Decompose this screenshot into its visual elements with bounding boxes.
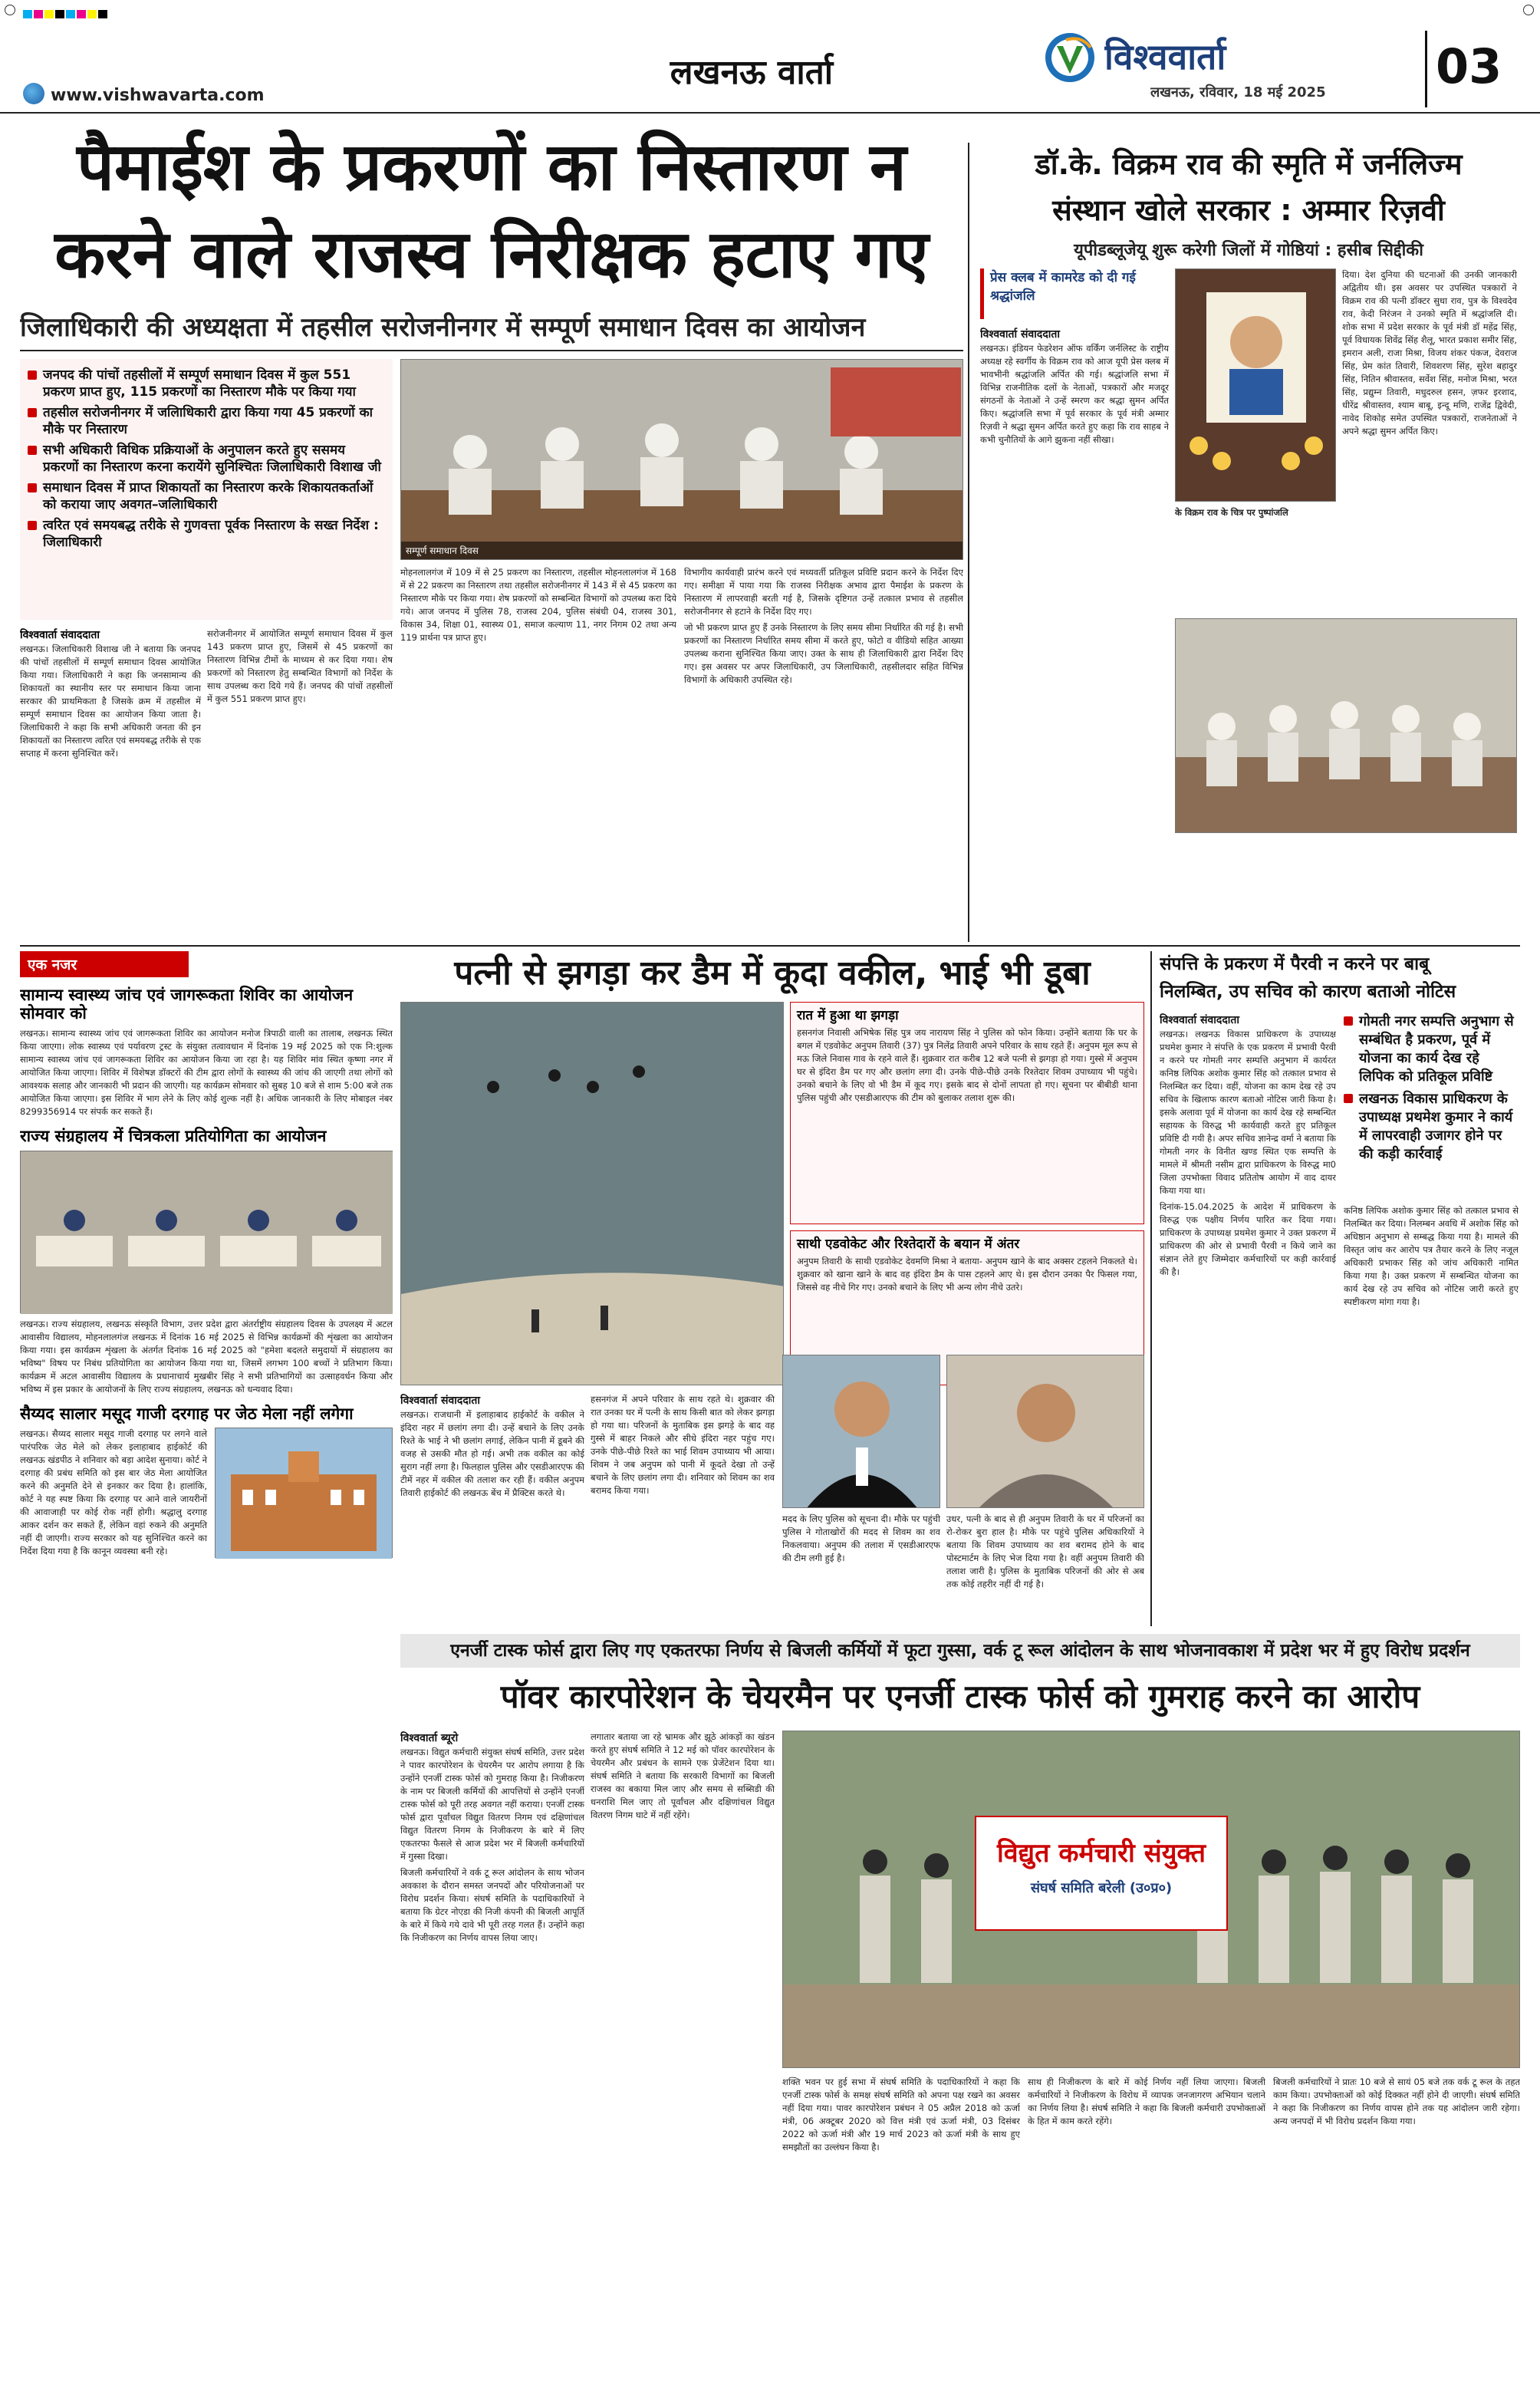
property-bullet: गोमती नगर सम्पत्ति अनुभाग से सम्बंधित है प्रकरण, पूर्व में योजना का कार्य देख रहे लिपिक को प्रतिकूल प्रविष्टि: [1344, 1013, 1519, 1086]
ek-nazar-item1-body: लखनऊ। सामान्य स्वास्थ्य जांच एवं जागरूकता शिविर का आयोजन मनोज त्रिपाठी वाली का तालाब, लखनऊ स्थित किया जाएगा। लोक स्वास्थ्य एवं पर्यावरण ट्रस्ट के संयुक्त तत्वावधान में दिनांक 19 मई 2025 को एक नि:शुल्क सामान्य स्वास्थ्य जांच एवं जागरूकता शिविर का आयोजन किया जा रहा है। यह शिविर मांव स्थित कृष्णा नगर में आयोजित किया जाएगा। शिविर में विशेषज्ञ डॉक्टरों की टीम द्वारा लोगों के स्वास्थ्य की जांच की जाएगी तथा लोगों को आवश्यक सलाह और जानकारी भी प्रदान की जाएगी। यह कार्यक्रम सोमवार को सुबह 10 बजे से शाम 5:00 बजे तक आयोजित किया जाएगा। इस शिविर में भाग लेने के लिए कोई शुल्क नहीं है। अधिक जानकारी के लिए मोबाइल नंबर 8299356914 पर संपर्क कर सकते हैं।: [20, 1028, 393, 1118]
property-story-box: [1150, 951, 1520, 1626]
lead-subhead-rule: [20, 350, 963, 351]
power-column-5: बिजली कर्मचारियों ने प्रातः 10 बजे से सायं 05 बजे तक वर्क टू रूल के तहत काम किया। उपभोक्ताओं को कोई दिक्कत नहीं होने दी जाएगी। संघर्ष समिति ने कहा कि निजीकरण का निर्णय वापस होने तक यह आंदोलन जारी रहेगा। अन्य जनपदों में भी विरोध प्रदर्शन किया गया।: [1273, 2077, 1520, 2126]
energy-banner: एनर्जी टास्क फोर्स द्वारा लिए गए एकतरफा निर्णय से बिजली कर्मियों में फूटा गुस्सा, वर्क टू रूल आंदोलन के साथ भोजनावकाश में प्रदेश भर में हुए विरोध प्रदर्शन: [400, 1634, 1520, 1668]
bullet-icon: [28, 371, 37, 380]
lead-column-1: लखनऊ। जिलाधिकारी विशाख जी ने बताया कि जनपद की पांचों तहसीलों में सम्पूर्ण समाधान दिवस आयोजित किया गया। जिलाधिकारी ने कहा कि जनसामान्य की शिकायतों का स्थानीय स्तर पर समाधान किया जाना सरकार की प्राथमिकता है जिसके क्रम में तहसील में सम्पूर्ण समाधान दिवस का आयोजन किया जाता है। जिलाधिकारी ने कहा कि सभी अधिकारी जनता की इन शिकायतों का निस्तारण त्वरित एवं समयबद्ध तरीके से एक सप्ताह में करना सुनिश्चित करें।: [20, 644, 201, 759]
lead-bullet: समाधान दिवस में प्राप्त शिकायतों का निस्तारण करके शिकायतकर्ताओं को कराया जाए अवगत–जलिाधिकारी: [28, 479, 385, 513]
paper-name: विश्ववार्ता: [1104, 36, 1226, 77]
ek-nazar-title: एक नजर: [20, 951, 189, 977]
bullet-icon: [1344, 1094, 1353, 1103]
globe-icon: [23, 83, 44, 104]
masthead: [0, 0, 1540, 114]
lead-column-4: मोहनलालगंज में 109 में से 25 प्रकरण का निस्तारण, तहसील मोहनलालगंज में 168 में से 22 प्रकरण का निस्तारण तथा तहसील सरोजनीनगर में 143 में से 45 प्रकरण का निस्तारण मौके पर किया गया। शेष प्रकरणों को सम्बन्धित विभागों को उपलब्ध करा दिये गये। आज जनपद में पुलिस 78, राजस्व 204, पुलिस संबंधी 04, राजस्व 301, विकास 34, शिक्षा 01, स्वास्थ्य 01, समाज कल्याण 11, नगर निगम 02 तथा अन्य 119 प्रार्थना पत्र प्राप्त हुए।: [400, 567, 676, 643]
color-strip-left: [23, 8, 222, 18]
lead-photo-caption: सम्पूर्ण समाधान दिवस: [401, 542, 962, 559]
lead-bullet: त्वरित एवं समयबद्ध तरीके से गुणवत्ता पूर्वक निस्तारण के सख्त निर्देश : जिलाधिकारी: [28, 517, 385, 551]
ek-nazar-item3-body: लखनऊ। सैय्यद सालार मसूद गाजी दरगाह पर लगने वाले पारंपरिक जेठ मेले को लेकर इलाहाबाद हाईकोर्ट की लखनऊ खंडपीठ ने शनिवार को बड़ा आदेश सुनाया। कोर्ट ने दरगाह की प्रबंध समिति को इस बार जेठ मेला आयोजित करने की अनुमति देने से इनकार कर दिया है। हालांकि, कोर्ट ने यह स्पष्ट किया कि दरगाह पर आने वाले जायरीनों की आवाजाही पर कोई रोक नहीं होगी। श्रद्धालु दरगाह आकर दर्शन कर सकते हैं, लेकिन वहां रुकने की अनुमति नहीं दी जाएगी। राज्य सरकार को यह सुनिश्चित करने का निर्देश दिया गया है कि कानून व्यवस्था बनी रहे।: [20, 1428, 207, 1557]
ek-nazar-box: [20, 951, 393, 2393]
property-column-1: लखनऊ। लखनऊ विकास प्राधिकरण के उपाध्यक्ष प्रथमेश कुमार ने संपत्ति के एक प्रकरण में प्रभावी पैरवी न करने पर गोमती नगर सम्पत्ति अनुभाग में कार्यरत कनिष्ठ लिपिक अशोक कुमार सिंह को तत्काल प्रभाव से निलम्बित कर दिया। वहीं, योजना का काम देख रहे उप सचिव के खिलाफ कारण बताओ नोटिस जारी किया है। इसके अलावा पूर्व में योजना का कार्य देख रहे सम्बन्धित सहायक के विरुद्ध भी कार्यवाही करते हुए प्रतिकूल प्रविष्टि दी गयी है। अपर सचिव ज्ञानेन्द्र वर्मा ने बताया कि गोमती नगर के विनीत खण्ड स्थित एक सम्पत्ति के मामले में श्रीमती नसीम द्वारा प्राधिकरण के विरुद्ध मा0 जिला उपभोक्ता विवाद प्रतितोष आयोग में वाद दायर किया गया था। दिनांक-15.04.2025 के आदेश में प्राधिकरण के विरुद्ध एक पक्षीय निर्णय पारित कर दिया गया। प्राधिकरण के उपाध्यक्ष प्रथमेश कुमार ने उक्त प्रकरण में प्राधिकरण की ओर से प्रभावी पैरवी न किये जाने का संज्ञान लेते हुए जिम्मेदार कर्मचारियों पर कड़ी कार्रवाई की है।: [1160, 1029, 1336, 1277]
power-column-1: लखनऊ। विद्युत कर्मचारी संयुक्त संघर्ष समिति, उत्तर प्रदेश ने पावर कारपोरेशन के चेयरमैन पर आरोप लगाया है कि उन्होंने एनर्जी टास्क फोर्स को गुमराह किया है। निजीकरण के नाम पर बिजली कर्मियों की आपत्तियों से उन्होंने एनर्जी टास्क फोर्स को पूरी तरह अवगत नहीं कराया। एनर्जी टास्क फोर्स द्वारा पूर्वांचल विद्युत वितरण निगम एवं दक्षिणांचल विद्युत वितरण निगम के निजीकरण के बारे में लिए एकतरफा फैसले से आज प्रदेश भर में बिजली कर्मचारियों में गुस्सा दिखा। बिजली कर्मचारियों ने वर्क टू रूल आंदोलन के साथ भोजन अवकाश के दौरान समस्त जनपदों और परियोजनाओं पर विरोध प्रदर्शन किया। संघर्ष समिति के पदाधिकारियों ने बताया कि ग्रेटर नोएडा की निजी कंपनी की बिजली आपूर्ति के बारे में किये गये दावे भी पूरी तरह गलत हैं। उन्होंने कहा कि निजीकरण का निर्णय वापस लिया जाए।: [400, 1747, 584, 1943]
rao-headline-2: संस्थान खोले सरकार : अम्मार रिज़वी: [1052, 193, 1445, 227]
ek-nazar-item1-head: सामान्य स्वास्थ्य जांच एवं जागरूकता शिविर का आयोजन सोमवार को: [20, 986, 354, 1023]
protest-banner: [975, 1816, 1228, 1931]
power-headline: पॉवर कारपोरेशन के चेयरमैन पर एनर्जी टास्क फोर्स को गुमराह करने का आरोप: [500, 1678, 1420, 1715]
property-byline: विश्ववार्ता संवाददाता: [1160, 1014, 1240, 1026]
lead-column-2: सरोजनीनगर में आयोजित सम्पूर्ण समाधान दिवस में कुल 143 प्रकरण प्राप्त हुए, जिसमें से 45 प्रकरणों का निस्तारण विभिन्न टीमों के माध्यम से कर दिया गया। शेष प्रकरणों को निस्तारण हेतु सम्बन्धित विभागों को निर्देश के साथ उपलब्ध करा दिये गये हैं। जनपद की पांचों तहसीलों में कुल 551 प्रकरण प्राप्त हुए।: [207, 628, 393, 704]
property-headline-2: निलम्बित, उप सचिव को कारण बताओ नोटिस: [1160, 982, 1456, 1002]
drown-brother-photo: [946, 1355, 1144, 1508]
protest-banner-line-2: संघर्ष समिति बरेली (उ०प्र०): [1030, 1880, 1173, 1896]
classroom-art: [21, 1151, 393, 1314]
drown-column-2: हसनगंज में अपने परिवार के साथ रहते थे। शुक्रवार की रात उनका घर में पत्नी के साथ किसी बात को लेकर झगड़ा हो गया था। परिजनों के मुताबिक इस झगड़े के बाद वह गुस्से में बाहर निकले और सीधे इंदिरा नहर पहुंच गए। उनके पीछे-पीछे रिश्ते का भाई शिवम उपाध्याय भी आया। शिवम ने जब अनुपम को पानी में कूदते देखा तो उन्हें बचाने के लिए छलांग लगा दी। शनिवार को शिवम का शव बरामद किया गया।: [591, 1394, 775, 1496]
bullet-icon: [28, 408, 37, 417]
meeting-photo-art: [401, 360, 963, 560]
power-protest-photo: [782, 1731, 1520, 2068]
section-rule-1: [20, 945, 1520, 947]
drown-box-1: [790, 1002, 1144, 1224]
masthead-rule: [0, 112, 1540, 114]
bullet-icon: [28, 521, 37, 530]
brother-portrait-art: [947, 1355, 1144, 1508]
ek-nazar-item3-head: सैय्यद सालार मसूद गाजी दरगाह पर जेठ मेला नहीं लगेगा: [20, 1404, 354, 1423]
rao-headline-1: डॉ.के. विक्रम राव की स्मृति में जर्नलिज्म: [1035, 147, 1463, 181]
lead-bullet: तहसील सरोजनीनगर में जलिाधिकारी द्वारा किया गया 45 प्रकरणों का मौके पर निस्तारण: [28, 404, 385, 438]
property-bullet-box: [1344, 1013, 1519, 1197]
drown-column-1: लखनऊ। राजधानी में इलाहाबाद हाईकोर्ट के वकील ने इंदिरा नहर में छलांग लगा दी। उन्हें बचाने के लिए उनके रिश्ते के भाई ने भी छलांग लगाई, लेकिन पानी में डूबने की वजह से उसकी मौत हो गई। अभी तक वकील का कोई सुराग नहीं लगा है। फिलहाल पुलिस और एसडीआरएफ की टीमें नहर में वकील की तलाश कर रही हैं। वकील अनुपम तिवारी हाईकोर्ट की लखनऊ बेंच में प्रैक्टिस करते थे।: [400, 1409, 584, 1498]
bullet-icon: [28, 483, 37, 492]
lead-bullet-box: [20, 359, 393, 620]
ek-nazar-court-photo: [215, 1428, 393, 1558]
rao-portrait-photo: [1175, 268, 1336, 502]
page-divider: [1425, 31, 1427, 107]
drown-column-4: उधर, पत्नी के बाद से ही अनुपम तिवारी के घर में परिजनों का रो-रोकर बुरा हाल है। मौके पर पहुंचे पुलिस अधिकारियों ने बताया कि शिवम उपाध्याय का शव बरामद होने के बाद पोस्टमार्टम के लिए भेज दिया गया है। वहीं अनुपम तिवारी की तलाश जारी है। पुलिस के मुताबिक परिजनों की ओर से अब तक कोई तहरीर नहीं दी गई है।: [946, 1513, 1144, 1589]
drown-headline: पत्नी से झगड़ा कर डैम में कूदा वकील, भाई भी डूबा: [454, 953, 1091, 993]
rao-caption-text: के विक्रम राव के चित्र पर पुष्पांजलि: [1175, 507, 1288, 518]
page-number: 03: [1436, 38, 1502, 94]
section-title: लखनऊ वार्ता: [670, 53, 834, 92]
website-link[interactable]: www.vishwavarta.com: [51, 86, 265, 105]
drown-box-1-body: हसनगंज निवासी अभिषेक सिंह पुत्र जय नारायण सिंह ने पुलिस को फोन किया। उन्होंने बताया कि घर के बगल में एडवोकेट अनुपम तिवारी (37) पुत्र निलेंद्र तिवारी अपने परिवार के साथ रहते हैं। अनुपम मूल रूप से मऊ जिले निवास गाव के रहने वाले हैं। शुक्रवार रात करीब 12 बजे पत्नी से झगड़ा हो गया। गुस्से में अनुपम घर से इंदिरा डैम पर गए और छलांग लगा दी। उनके पीछे-पीछे उनके रिश्तेदार शिवम उपाध्याय भी पहुंचे। उनको बचाने के लिए वो भी डैम में कूद गए। इसके बाद से दोनों लापता हो गए। सूचना पर बीबीडी थाना पुलिस पहुंची और एसडीआरएफ की टीम को बुलाकर तलाश शुरू की।: [797, 1027, 1137, 1104]
lead-bullet: सभी अधिकारी विधिक प्रक्रियाओं के अनुपालन करते हुए ससमय प्रकरणों का निस्तारण करना करायेंगे सुनिश्चितः जिलाधिकारी विशाख जी: [28, 442, 385, 476]
drown-box-2-body: अनुपम तिवारी के साथी एडवोकेट देवमणि मिश्रा ने बताया- अनुपम खाने के बाद अक्सर टहलने निकलते थे। शुक्रवार को खाना खाने के बाद वह इंदिरा डैम के पास टहलने आए थे। इस दौरान उनका पैर फिसल गया, जिससे वह नीचे गिर गए। उनको बचाने के लिए भी अन्य लोग नीचे उतरे।: [797, 1256, 1137, 1293]
ek-nazar-item2-body: लखनऊ। राज्य संग्रहालय, लखनऊ संस्कृति विभाग, उत्तर प्रदेश द्वारा अंतर्राष्ट्रीय संग्रहालय दिवस के उपलक्ष्य में अटल आवासीय विद्यालय, मोहनलालगंज लखनऊ में दिनांक 16 मई 2025 से विभिन्न कार्यक्रमों की शृंखला का आयोजन किया गया। इस कार्यक्रम शृंखला के अंतर्गत दिनांक 16 मई 2025 को "हमेशा बदलते समुदायों में संग्रहालय का भविष्य" विषय पर निबंध प्रतियोगिता का आयोजन किया गया था, जिसमें लगभग 100 बच्चों ने प्रतिभाग किया। कार्यक्रम में अटल आवासीय विद्यालय के प्रधानाचार्य मुखबीर सिंह ने सभी प्रतिभागियों का उत्साहवर्धन किया और भविष्य में इस प्रकार के आयोजनों के लिए राज्य संग्रहालय, लखनऊ को धन्यवाद दिया।: [20, 1318, 393, 1395]
rao-label: प्रेस क्लब में कामरेड को दी गई श्रद्धांजलि: [980, 268, 1169, 319]
ek-nazar-painting-photo: [20, 1151, 393, 1313]
lead-subhead: जिलाधिकारी की अध्यक्षता में तहसील सरोजनीनगर में सम्पूर्ण समाधान दिवस का आयोजन: [20, 312, 866, 343]
rao-column-2: दिया। देश दुनिया की घटनाओं की उनकी जानकारी अद्वितीय थी। इस अवसर पर उपस्थित पत्रकारों ने विक्रम राव की पत्नी डॉक्टर सुधा राव, पुत्र के विश्वदेव राव, केदी निरंजन ने उनको स्मृति में श्रद्धांजलि दी। शोक सभा में प्रदेश सरकार के पूर्व मंत्री डॉ महेंद्र सिंह, पूर्व विधायक शिवेंद्र सिंह शैलू, भारत प्रकाश समीर सिंह, इमरान अली, राजा मिश्रा, विजय शंकर पंकज, देवराज सिंह, प्रेम कांत तिवारी, शिवशरण सिंह, सुरेश बहादुर सिंह, नितिन श्रीवास्तव, सर्वेश सिंह, मनोज मिश्रा, भरत सिंह, प्रद्युम्न तिवारी, मधुदरुल हसन, ज़फर इरशाद, धीरेंद्र श्रीवास्तव, श्याम बाबू, इन्दू मणि, राजेंद्र द्विवेदी, नावेद शिकोह समेत उपस्थित पत्रकारों, राजनेताओं ने अपने श्रद्धा सुमन अर्पित किए।: [1342, 269, 1517, 436]
power-column-3: शक्ति भवन पर हुई सभा में संघर्ष समिति के पदाधिकारियों ने कहा कि एनर्जी टास्क फोर्स के समक्ष संघर्ष समिति को अपना पक्ष रखने का अवसर नहीं दिया गया। पावर कारपोरेशन प्रबंधन ने 05 अप्रैल 2018 को ऊर्जा मंत्री, 06 अक्टूबर 2020 को वित्त मंत्री एवं ऊर्जा मंत्री, 03 दिसंबर 2022 को ऊर्जा मंत्री और 19 मार्च 2023 को ऊर्जा मंत्री के साथ हुए समझौतों का उल्लंघन किया है।: [782, 2077, 1020, 2152]
lead-column-5: विभागीय कार्यवाही प्रारंभ करने एवं मध्यवर्ती प्रतिकूल प्रविष्टि प्रदान करने के निर्देश दिए गए। समीक्षा में पाया गया कि राजस्व निरीक्षक अभाव द्वारा पैमाईश के प्रकरण के निस्तारण में लापरवाही बरती गई है, जिसके दृष्टिगत उन्हें तत्काल प्रभाव से तहसील सरोजनीनगर से हटाने के निर्देश दिए गए। जो भी प्रकरण प्राप्त हुए हैं उनके निस्तारण के लिए समय सीमा निर्धारित की गई है। सभी प्रकरणों का निस्तारण निर्धारित समय सीमा में करते हुए, फोटो व वीडियो सहित आख्या उपलब्ध कराना सुनिश्चित किया जाए। उक्त के साथ ही जिलाधिकारी द्वारा निर्देश दिए गए। इस अवसर पर अपर जिलाधिकारी, उप जिलाधिकारी, तहसीलदार सहित विभिन्न विभागों के अधिकारी उपस्थित रहे।: [684, 567, 963, 685]
property-column-2: कनिष्ठ लिपिक अशोक कुमार सिंह को तत्काल प्रभाव से निलम्बित कर दिया। निलम्बन अवधि में अशोक सिंह को अधिष्ठान अनुभाग से सम्बद्ध किया गया है। मामले की विस्तृत जांच कर आरोप पत्र तैयार करने के लिए नजूल अधिकारी प्रभाकर सिंह को जांच अधिकारी नामित किया गया है। उक्त प्रकरण में सम्बन्धित योजना का कार्य देख रहे उप सचिव को नोटिस जारी करते हुए स्पष्टीकरण मांगा गया है।: [1344, 1205, 1519, 1307]
dateline: लखनऊ, रविवार, 18 मई 2025: [1150, 84, 1326, 100]
drown-lawyer-photo: [782, 1355, 940, 1508]
ek-nazar-item2-head: राज्य संग्रहालय में चित्रकला प्रतियोगिता का आयोजन: [20, 1127, 327, 1146]
lead-headline-1: पैमाईश के प्रकरणों का निस्तारण न: [77, 129, 907, 206]
lead-bullet: जनपद की पांचों तहसीलों में सम्पूर्ण समाधान दिवस में कुल 551 प्रकरण प्राप्त हुए, 115 प्रकरणों का निस्तारण मौके पर किया गया: [28, 367, 385, 400]
bullet-icon: [28, 446, 37, 455]
gathering-art: [1176, 619, 1517, 833]
lead-byline: विश्ववार्ता संवाददाता: [20, 629, 100, 641]
drown-column-3: मदद के लिए पुलिस को सूचना दी। मौके पर पहुंची पुलिस ने गोताखोरों की मदद से शिवम का शव निकलवाया। अनुपम की तलाश में एसडीआरएफ की टीम लगी हुई है।: [782, 1513, 940, 1563]
registration-mark-icon: [5, 5, 15, 15]
lawyer-portrait-art: [783, 1355, 940, 1508]
lead-headline-2: करने वाले राजस्व निरीक्षक हटाए गए: [54, 216, 929, 293]
power-byline: विश्ववार्ता ब्यूरो: [400, 1732, 459, 1744]
paper-logo-icon: [1043, 31, 1097, 84]
rao-gathering-photo: [1175, 618, 1517, 833]
drown-box-2-head: साथी एडवोकेट और रिश्तेदारों के बयान में अंतर: [797, 1237, 1020, 1252]
protest-banner-line-1: विद्युत कर्मचारी संयुक्त: [996, 1838, 1206, 1869]
court-building-art: [216, 1428, 392, 1559]
property-headline-1: संपत्ति के प्रकरण में पैरवी न करने पर बाबू: [1160, 954, 1430, 974]
dam-water-art: [401, 1003, 784, 1385]
power-column-4: साथ ही निजीकरण के बारे में कोई निर्णय नहीं लिया जाएगा। बिजली कर्मचारियों ने निजीकरण के विरोध में व्यापक जनजागरण अभियान चलाने का निर्णय लिया है। संघर्ष समिति ने कहा कि बिजली कर्मचारी उपभोक्ताओं के हित में काम करते रहेंगे।: [1028, 2077, 1265, 2126]
portrait-art: [1176, 269, 1336, 502]
drown-box-1-head: रात में हुआ था झगड़ा: [797, 1008, 899, 1023]
rao-story-box: [968, 143, 1520, 942]
rao-subhead: यूपीडब्लूजेयू शुरू करेगी जिलों में गोष्ठियां : हसीब सिद्दीकी: [1074, 241, 1423, 260]
drown-dam-photo: [400, 1002, 784, 1385]
drown-byline: विश्ववार्ता संवाददाता: [400, 1395, 481, 1407]
property-bullet: लखनऊ विकास प्राधिकरण के उपाध्यक्ष प्रथमेश कुमार ने कार्य में लापरवाही उजागर होने पर की कड़ी कार्रवाई: [1344, 1090, 1519, 1164]
rao-byline: विश्ववार्ता संवाददाता: [980, 328, 1061, 341]
registration-mark-icon: [1523, 5, 1534, 15]
lead-photo: [400, 359, 963, 560]
power-column-2: लगातार बताया जा रहे भ्रामक और झूठे आंकड़ों का खंडन करते हुए संघर्ष समिति ने 12 मई को पॉवर कारपोरेशन के चेयरमैन और प्रबंधन के सामने एक प्रेजेंटेशन दिया था। संघर्ष समिति ने बताया कि सरकारी विभागों का बिजली राजस्व का बकाया मिल जाए और समय से सब्सिडी की धनराशि मिल जाए तो पूर्वांचल और दक्षिणांचल विद्युत वितरण निगम घाटे में नहीं रहेंगे।: [591, 1731, 775, 1820]
rao-column-1: लखनऊ। इंडियन फेडरेशन ऑफ वर्किंग जर्नलिस्ट के राष्ट्रीय अध्यक्ष रहे स्वर्गीय के विक्रम राव को आज यूपी प्रेस क्लब में भावभीनी श्रद्धांजलि अर्पित की गई। श्रद्धांजलि सभा में विभिन्न राजनीतिक दलों के नेताओं, पत्रकारों और मजदूर संगठनों के नेताओं ने उन्हें स्मरण कर श्रद्धा सुमन अर्पित किए। श्रद्धांजलि सभा में पूर्व सरकार के पूर्व मंत्री अम्मार रिज़वी ने श्रद्धा सुमन अर्पित करते हुए कहा कि राव साहब ने कभी चुनौतियों के आगे झुकना नहीं सीखा।: [980, 343, 1169, 445]
bullet-icon: [1344, 1016, 1353, 1026]
